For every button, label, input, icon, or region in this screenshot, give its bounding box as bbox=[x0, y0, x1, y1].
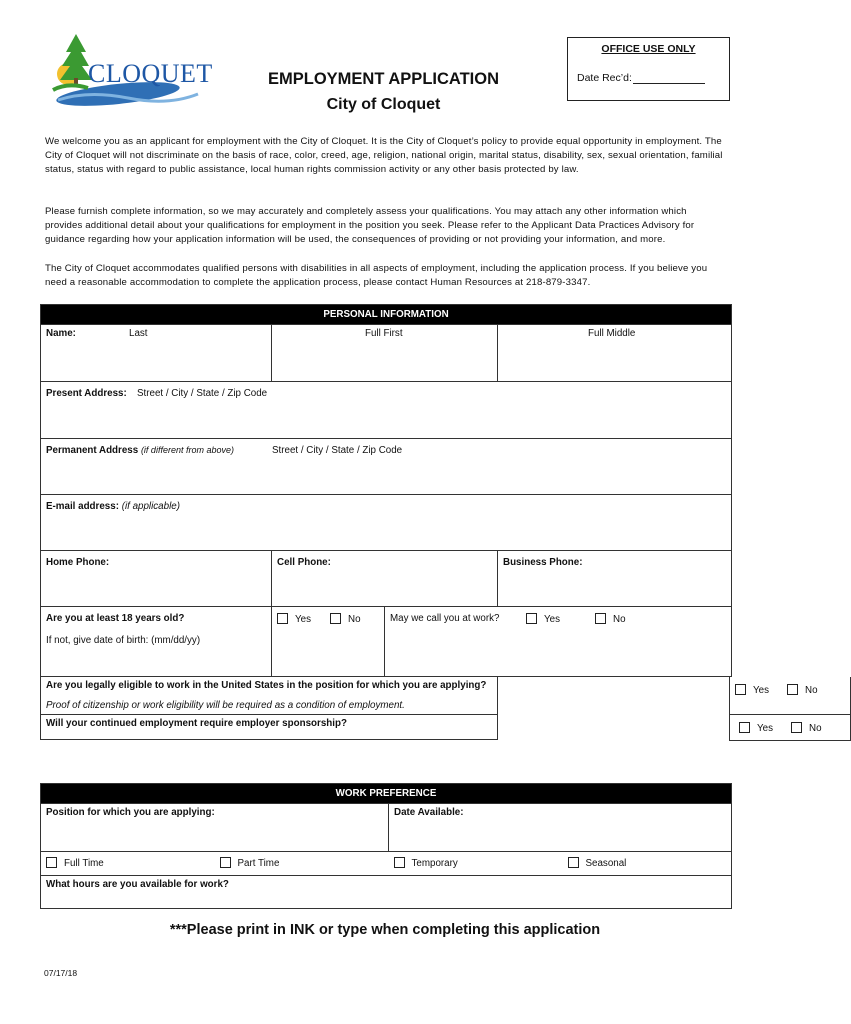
eligible-yes-label: Yes bbox=[753, 685, 769, 696]
sponsorship-spacer bbox=[498, 715, 822, 740]
email-label bbox=[46, 501, 180, 512]
part-time-label: Part Time bbox=[237, 858, 280, 869]
age-question-cell bbox=[41, 607, 272, 677]
eligible-no-label: No bbox=[805, 685, 818, 696]
hours-field[interactable] bbox=[41, 876, 732, 909]
last-name-field[interactable] bbox=[41, 325, 272, 382]
full-time-option[interactable] bbox=[46, 857, 104, 869]
present-address-field[interactable] bbox=[41, 382, 732, 439]
eligible-no-checkbox[interactable] bbox=[787, 684, 798, 695]
cell-phone-label: Cell Phone: bbox=[277, 557, 331, 568]
call-yes-label: Yes bbox=[544, 614, 560, 625]
part-time-cell bbox=[215, 852, 389, 876]
sponsor-yes-option[interactable] bbox=[739, 722, 773, 734]
eligible-yes-checkbox[interactable] bbox=[735, 684, 746, 695]
date-available-label: Date Available: bbox=[394, 807, 464, 818]
business-phone-field[interactable] bbox=[498, 551, 732, 607]
call-no-checkbox[interactable] bbox=[595, 613, 606, 624]
business-phone-label: Business Phone: bbox=[503, 557, 583, 568]
first-name-label: Full First bbox=[365, 328, 403, 339]
home-phone-field[interactable] bbox=[41, 551, 272, 607]
sponsor-yes-checkbox[interactable] bbox=[739, 722, 750, 733]
eligible-yes-option[interactable] bbox=[735, 684, 769, 696]
temporary-label: Temporary bbox=[411, 858, 458, 869]
page-title: EMPLOYMENT APPLICATION bbox=[268, 70, 499, 88]
personal-info-heading: PERSONAL INFORMATION bbox=[41, 305, 732, 325]
call-at-work-cell bbox=[385, 607, 732, 677]
present-address-label: Present Address: bbox=[46, 388, 127, 399]
email-field[interactable] bbox=[41, 495, 732, 551]
work-preference-table bbox=[40, 783, 732, 909]
call-yes-checkbox[interactable] bbox=[526, 613, 537, 624]
position-field[interactable] bbox=[41, 804, 389, 852]
date-available-field[interactable] bbox=[389, 804, 732, 852]
intro-paragraph-3: The City of Cloquet accommodates qualified persons with disabilities in all aspects of employment, including the application process. If you believe you need a reasonable accommodation to complete the application process, please contact Human Resources at 218-879-3347. bbox=[45, 263, 708, 289]
permanent-address-label bbox=[46, 445, 234, 456]
call-at-work-question: May we call you at work? bbox=[390, 613, 500, 624]
logo-text: CLOQUET bbox=[88, 59, 213, 88]
age-yes-checkbox[interactable] bbox=[277, 613, 288, 624]
full-time-label: Full Time bbox=[64, 858, 104, 869]
city-logo bbox=[48, 32, 218, 114]
office-use-box bbox=[567, 37, 730, 101]
form-revision-date: 07/17/18 bbox=[44, 968, 78, 978]
date-received-field[interactable] bbox=[633, 73, 705, 84]
sponsor-no-label: No bbox=[809, 722, 822, 734]
hours-label: What hours are you available for work? bbox=[46, 879, 229, 890]
ink-notice: ***Please print in INK or type when completing this application bbox=[169, 922, 601, 938]
work-preference-heading: WORK PREFERENCE bbox=[41, 784, 732, 804]
permanent-address-title: Permanent Address bbox=[46, 445, 139, 456]
age-no-option[interactable] bbox=[330, 613, 361, 625]
name-label: Name: bbox=[46, 328, 76, 339]
full-time-cell bbox=[41, 852, 215, 876]
sponsor-no-option[interactable] bbox=[791, 722, 822, 734]
permanent-address-field[interactable] bbox=[41, 439, 732, 495]
middle-name-field[interactable] bbox=[498, 325, 732, 382]
seasonal-cell bbox=[563, 852, 732, 876]
temporary-checkbox[interactable] bbox=[394, 857, 405, 868]
eligibility-answer-box bbox=[729, 677, 851, 715]
page-subtitle: City of Cloquet bbox=[326, 96, 441, 113]
intro-paragraph-2: Please furnish complete information, so we may accurately and completely assess your qualifications. You may attach any other information which provides additional detail about your qualifications for employment in the position you seek. Please refer to the Applicant Data Practices Advisory for guidance regarding how your application information will be used, the consequences of providing or not providing your information, and more. bbox=[45, 206, 695, 246]
eligibility-question-cell bbox=[41, 677, 498, 715]
last-name-label: Last bbox=[129, 328, 148, 339]
temporary-option[interactable] bbox=[394, 857, 458, 869]
full-time-checkbox[interactable] bbox=[46, 857, 57, 868]
email-title: E-mail address: bbox=[46, 501, 119, 512]
call-no-label: No bbox=[613, 614, 626, 625]
intro-paragraph-1: We welcome you as an applicant for employment with the City of Cloquet. It is the City of Cloquet’s policy to provide equal opportunity in employment. The City of Cloquet will not discriminate on the basis of race, color, creed, age, religion, national origin, marital status, disability, sex, sexual orientation, familial status, status with regard to public assistance, local human rights commission activity or any other basis protected by law. bbox=[45, 136, 723, 176]
permanent-address-hint: Street / City / State / Zip Code bbox=[272, 445, 403, 456]
date-received bbox=[577, 72, 705, 84]
temporary-cell bbox=[389, 852, 563, 876]
sponsor-no-checkbox[interactable] bbox=[791, 722, 802, 733]
date-received-label: Date Rec’d: bbox=[577, 72, 632, 84]
email-note: (if applicable) bbox=[121, 501, 180, 512]
sponsorship-question-cell bbox=[41, 715, 498, 740]
age-answer-cell bbox=[272, 607, 385, 677]
office-use-title: OFFICE USE ONLY bbox=[601, 43, 696, 55]
personal-info-table bbox=[40, 304, 822, 740]
eligibility-question: Are you legally eligible to work in the United States in the position for which you are applying? bbox=[46, 680, 487, 691]
eligibility-note: Proof of citizenship or work eligibility will be required as a condition of employment. bbox=[46, 700, 405, 711]
middle-name-label: Full Middle bbox=[588, 328, 636, 339]
eligible-no-option[interactable] bbox=[787, 684, 818, 696]
present-address-hint: Street / City / State / Zip Code bbox=[137, 388, 268, 399]
part-time-checkbox[interactable] bbox=[220, 857, 231, 868]
dob-prompt: If not, give date of birth: (mm/dd/yy) bbox=[46, 635, 201, 646]
part-time-option[interactable] bbox=[220, 857, 280, 869]
seasonal-label: Seasonal bbox=[585, 858, 627, 869]
cell-phone-field[interactable] bbox=[272, 551, 498, 607]
call-yes-option[interactable] bbox=[526, 613, 560, 625]
seasonal-checkbox[interactable] bbox=[568, 857, 579, 868]
sponsorship-question: Will your continued employment require employer sponsorship? bbox=[46, 718, 347, 729]
home-phone-label: Home Phone: bbox=[46, 557, 110, 568]
eligibility-spacer bbox=[498, 677, 818, 715]
age-no-checkbox[interactable] bbox=[330, 613, 341, 624]
age-yes-label: Yes bbox=[295, 614, 311, 625]
seasonal-option[interactable] bbox=[568, 857, 627, 869]
age-question: Are you at least 18 years old? bbox=[46, 613, 185, 624]
sponsor-yes-label: Yes bbox=[757, 722, 773, 734]
call-no-option[interactable] bbox=[595, 613, 626, 625]
age-yes-option[interactable] bbox=[277, 613, 311, 625]
position-label: Position for which you are applying: bbox=[46, 807, 215, 818]
age-no-label: No bbox=[348, 614, 361, 625]
sponsorship-answer-box bbox=[729, 714, 851, 741]
first-name-field[interactable] bbox=[272, 325, 498, 382]
permanent-address-note: (if different from above) bbox=[140, 445, 234, 455]
